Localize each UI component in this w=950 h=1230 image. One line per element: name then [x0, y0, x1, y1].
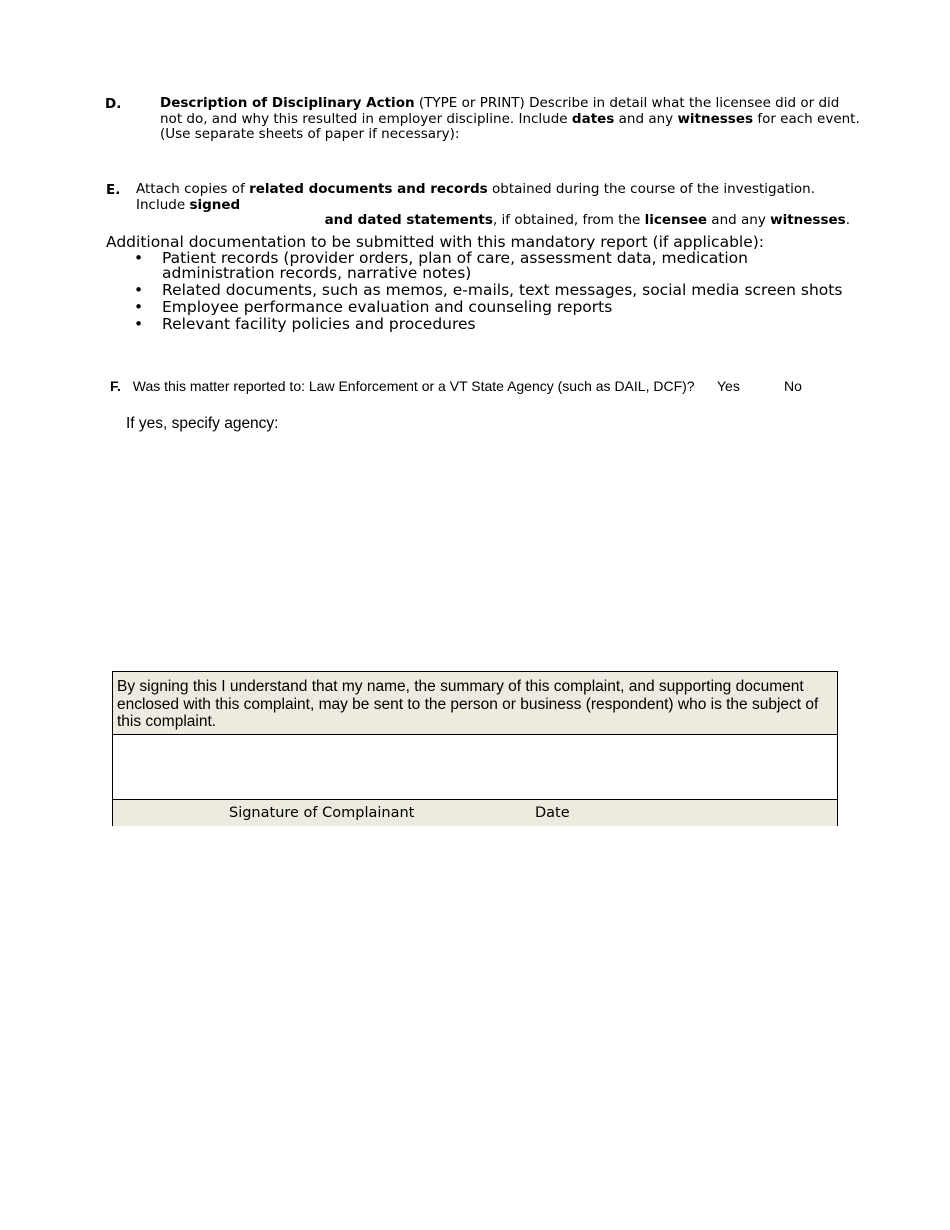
section-e-t3: , if obtained, from the [492, 212, 645, 228]
date-label: Date [535, 805, 570, 821]
section-e-t2: obtained during the course of the investigation. Include [136, 181, 815, 213]
section-e-t5: . [845, 212, 850, 228]
list-item-text: Relevant facility policies and procedures [162, 315, 476, 333]
section-e-licensee: licensee [644, 212, 708, 228]
bullet-icon: • [134, 315, 144, 333]
list-item-text: Patient records (provider orders, plan of care, assessment data, medication administration records, narrative notes) [162, 249, 748, 282]
section-d-t2: and any [614, 110, 678, 127]
section-d-label: D. [105, 96, 122, 112]
no-option[interactable]: No [784, 378, 802, 394]
section-f-row [110, 378, 695, 394]
list-item [134, 283, 854, 298]
signature-notice: By signing this I understand that my name, the summary of this complaint, and supporting document enclosed with this complaint, may be sent to the person or business (respondent) who is the subject of this complaint. [113, 672, 837, 735]
additional-docs-list [134, 251, 854, 334]
additional-docs-heading: Additional documentation to be submitted with this mandatory report (if applicable): [106, 233, 765, 251]
section-e-line1 [136, 181, 815, 213]
section-e-t1: Attach copies of [136, 181, 250, 197]
bullet-icon: • [134, 281, 144, 299]
signature-box [112, 671, 838, 826]
list-item [134, 251, 854, 281]
list-item [134, 300, 854, 315]
bullet-icon: • [134, 249, 144, 267]
yes-option[interactable]: Yes [717, 378, 740, 394]
section-f-question: Was this matter reported to: Law Enforcement or a VT State Agency (such as DAIL, DCF)? [132, 378, 695, 394]
signature-labels-row [113, 800, 837, 826]
section-e-signed: signed [189, 196, 241, 213]
list-item-text: Employee performance evaluation and counseling reports [162, 298, 613, 316]
section-d-text [160, 96, 860, 143]
section-d-title: Description of Disciplinary Action [160, 95, 415, 111]
section-e-label: E. [106, 182, 121, 198]
section-e-witnesses: witnesses [770, 212, 846, 228]
section-d-dates: dates [571, 110, 615, 127]
section-e-text [136, 182, 850, 229]
list-item-text: Related documents, such as memos, e-mails, text messages, social media screen shots [162, 281, 843, 299]
section-e-dated-statements: and dated statements [324, 212, 493, 228]
section-f-label: F. [110, 378, 121, 394]
section-e-related-docs: related documents and records [249, 181, 488, 197]
bullet-icon: • [134, 298, 144, 316]
signature-field[interactable] [113, 735, 837, 800]
section-e-line2 [136, 213, 850, 229]
list-item [134, 317, 854, 332]
if-yes-agency-label: If yes, specify agency: [126, 415, 279, 432]
section-d-t3: for each event. (Use separate sheets of paper if necessary): [160, 110, 860, 142]
signature-of-complainant-label: Signature of Complainant [229, 805, 415, 821]
section-e-t4: and any [707, 212, 771, 228]
section-d-witnesses: witnesses [677, 110, 754, 127]
section-d-t1: (TYPE or PRINT) Describe in detail what the licensee did or did not do, and why this resulted in employer discipline. Include [160, 95, 840, 127]
